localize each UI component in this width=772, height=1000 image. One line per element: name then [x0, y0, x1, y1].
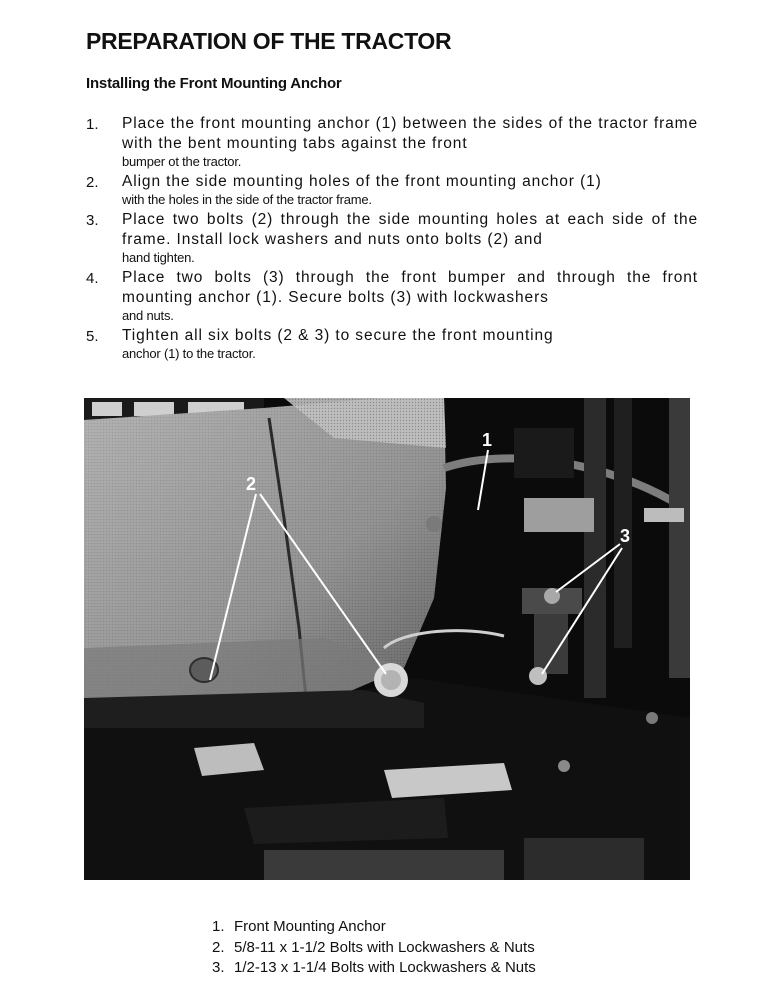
step-number: 3.	[86, 212, 99, 229]
callout-3: 3	[620, 526, 631, 546]
step-text: Place two bolts (2) through the side mounting holes at each side of the frame. Install lock washers and nuts onto bolts (2) and	[122, 211, 698, 248]
page-title: PREPARATION OF THE TRACTOR	[86, 28, 452, 54]
step-number: 1.	[86, 116, 99, 133]
legend-number: 2.	[212, 938, 225, 956]
step-number: 2.	[86, 174, 99, 191]
legend-item	[212, 958, 536, 979]
step-text-continued: anchor (1) to the tractor.	[122, 346, 256, 361]
step-text: Tighten all six bolts (2 & 3) to secure the front mounting	[122, 327, 554, 344]
step-text: Align the side mounting holes of the front mounting anchor (1)	[122, 173, 602, 190]
step-item	[86, 210, 698, 266]
step-text-continued: and nuts.	[122, 308, 174, 323]
step-text: Place the front mounting anchor (1) between the sides of the tractor frame with the bent mounting tabs against the front	[122, 115, 698, 152]
step-item	[86, 172, 698, 208]
legend-number: 3.	[212, 959, 225, 976]
photo-legend	[212, 917, 536, 979]
tractor-photo-illustration	[84, 398, 690, 880]
callout-2: 2	[246, 474, 257, 494]
step-item	[86, 268, 698, 324]
instruction-steps	[86, 114, 698, 364]
legend-item	[212, 917, 536, 938]
step-item	[86, 326, 698, 362]
legend-text: 5/8-11 x 1-1/2 Bolts with Lockwashers & Nuts	[234, 938, 535, 956]
legend-text: Front Mounting Anchor	[234, 918, 386, 935]
tractor-photo	[84, 398, 690, 880]
callout-1: 1	[482, 430, 493, 450]
legend-number: 1.	[212, 918, 225, 935]
step-number: 4.	[86, 270, 99, 287]
section-subtitle: Installing the Front Mounting Anchor	[86, 75, 342, 92]
step-item	[86, 114, 698, 170]
step-text-continued: hand tighten.	[122, 250, 195, 265]
step-number: 5.	[86, 328, 99, 345]
step-text: Place two bolts (3) through the front bumper and through the front mounting anchor (1). Secure bolts (3) with lockwashers	[122, 269, 698, 306]
legend-item	[212, 938, 536, 959]
legend-text: 1/2-13 x 1-1/4 Bolts with Lockwashers & Nuts	[234, 959, 536, 976]
step-text-continued: bumper ot the tractor.	[122, 154, 242, 169]
step-text-continued: with the holes in the side of the tractor frame.	[122, 192, 372, 207]
